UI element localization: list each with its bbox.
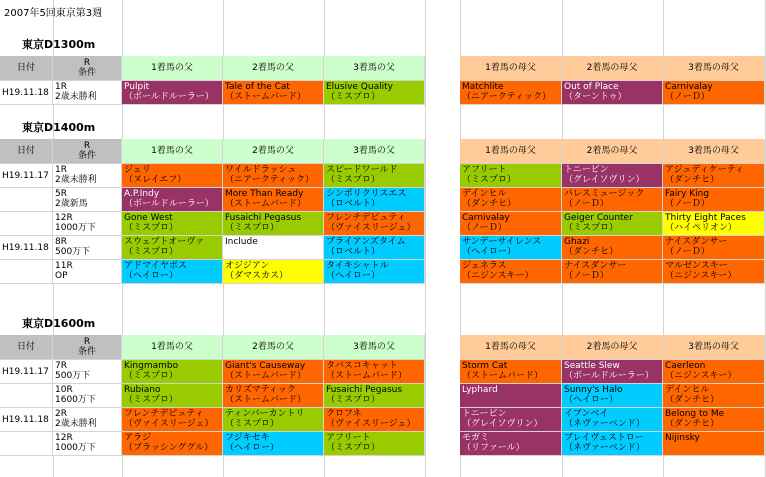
horse-name: マルゼンスキー [665,261,728,271]
race-row [0,212,766,236]
race-number[interactable] [53,360,122,384]
sire-cell[interactable] [324,188,425,212]
horse-line: （ミスプロ） [326,175,381,185]
header-damsire-1[interactable]: 1着馬の母父 [460,56,562,81]
damsire-cell[interactable] [562,432,663,456]
header-sire-3[interactable]: 3着馬の父 [324,335,425,360]
sire-cell[interactable] [223,81,324,105]
race-date[interactable] [0,212,53,236]
sire-cell[interactable] [324,164,425,188]
horse-name: Pulpit [124,82,150,92]
horse-line: （ミスプロ） [225,419,280,429]
sire-cell[interactable] [122,236,223,260]
race-r: 12R [55,213,73,223]
race-r: 11R [55,261,73,271]
horse-name: ブレイヴェストロー [564,433,644,443]
header-damsire-3[interactable]: 3着馬の母父 [663,56,765,81]
horse-line: （ミスプロ） [124,371,179,381]
horse-line: （ダンチヒ） [564,247,619,257]
horse-line: （ブラッシンググル） [124,443,214,453]
horse-name: カリズマティック [225,385,296,395]
damsire-cell[interactable] [663,212,765,236]
sire-cell[interactable] [223,236,324,260]
header-sire-1[interactable]: 1着馬の父 [122,56,223,81]
damsire-cell[interactable] [663,260,765,284]
header-race-cond: 条件 [77,347,96,357]
horse-name: アジュディケーティ [665,165,745,175]
horse-line: （ネヴァーベンド） [564,419,645,429]
header-date[interactable]: 日付 [0,139,53,164]
horse-line: （ヌレイエフ） [124,175,187,185]
horse-name: Geiger Counter [564,213,633,223]
horse-line: （ミスプロ） [462,175,517,185]
header-date[interactable]: 日付 [0,56,53,81]
horse-line: （ヘイロー） [225,443,280,453]
horse-line: （ノーＤ） [564,199,609,209]
horse-name: ワイルドラッシュ [225,165,297,175]
horse-name: Carnivalay [462,213,510,223]
race-date[interactable]: H19.11.18 [0,408,53,432]
horse-name: イブンベイ [564,409,609,419]
horse-line: （ボールドルーラー） [124,199,214,209]
horse-line: （ダンチヒ） [665,419,720,429]
header-race-cond: 条件 [77,151,96,161]
horse-line: （ストームバード） [225,92,307,102]
horse-name: Rubiano [124,385,161,395]
race-date[interactable] [0,384,53,408]
race-cond: 500万下 [55,371,91,381]
header-damsire-2[interactable]: 2着馬の母父 [562,335,663,360]
horse-name: アラジ [124,433,152,443]
damsire-cell[interactable] [663,188,765,212]
horse-name: スウェプトオーヴァ [124,237,205,247]
horse-line: （ヘイロー） [326,271,381,281]
horse-name: オジジアン [225,261,270,271]
damsire-cell[interactable] [460,212,562,236]
sire-cell[interactable] [223,360,324,384]
race-row [0,384,766,408]
damsire-cell[interactable] [562,384,663,408]
sire-cell[interactable] [122,384,223,408]
horse-line: （リファール） [462,443,525,453]
sire-cell[interactable] [324,236,425,260]
horse-name: タイキシャトル [326,261,389,271]
damsire-cell[interactable] [562,236,663,260]
damsire-cell[interactable] [562,260,663,284]
race-row [0,164,766,188]
horse-line: （ボールドルーラー） [124,92,214,102]
horse-line: （ノーＤ） [665,92,710,102]
horse-name: Tale of the Cat [225,82,290,92]
horse-line: （ミスプロ） [326,443,381,453]
sire-cell[interactable] [223,432,324,456]
damsire-cell[interactable] [663,81,765,105]
sire-cell[interactable] [223,212,324,236]
horse-line: （ノーＤ） [665,199,710,209]
race-date[interactable]: H19.11.18 [0,81,53,105]
race-r: 5R [55,189,67,199]
horse-name: Fusaichi Pegasus [225,213,302,223]
horse-line: （ニアークティック） [462,92,552,102]
horse-line: （グレイソヴリン） [564,175,645,185]
header-row [0,56,766,81]
sire-cell[interactable] [324,360,425,384]
horse-line: （ストームバード） [225,199,307,209]
damsire-cell[interactable] [663,408,765,432]
damsire-cell[interactable] [460,236,562,260]
horse-line: （ヴァイスリージェ） [326,419,416,429]
horse-line: （ノーＤ） [665,247,710,257]
horse-name: Carnivalay [665,82,713,92]
horse-name: Storm Cat [462,361,508,371]
sire-cell[interactable] [122,188,223,212]
horse-line: （ミスプロ） [564,223,619,233]
damsire-cell[interactable] [562,81,663,105]
horse-name: Gone West [124,213,173,223]
horse-line: （ニジンスキー） [665,371,737,381]
horse-name: フジキセキ [225,433,270,443]
horse-name: Ghazi [564,237,590,247]
section-title: 東京D1300m [22,38,96,51]
horse-name: ジェネラス [462,261,507,271]
horse-line: （ミスプロ） [124,247,179,257]
header-race-r: R [83,141,91,151]
race-date[interactable] [0,260,53,284]
header-sire-2[interactable]: 2着馬の父 [223,335,324,360]
race-cond: 1000万下 [55,443,96,453]
damsire-cell[interactable] [562,360,663,384]
sire-cell[interactable] [122,81,223,105]
horse-name: Out of Place [564,82,619,92]
page-title: 2007年5回東京第3週 [4,8,103,19]
damsire-cell[interactable] [460,384,562,408]
damsire-cell[interactable] [460,81,562,105]
sire-cell[interactable] [324,212,425,236]
race-date[interactable]: H19.11.17 [0,360,53,384]
horse-line: （ダマスカス） [225,271,289,281]
race-date[interactable] [0,432,53,456]
horse-line: （ストームバード） [462,371,544,381]
horse-line: （ノーＤ） [462,223,507,233]
race-r: 1R [55,165,67,175]
horse-line: （ストームバード） [225,395,307,405]
horse-name: Kingmambo [124,361,179,371]
header-sire-3[interactable]: 3着馬の父 [324,56,425,81]
damsire-cell[interactable] [663,164,765,188]
horse-line: （ターントゥ） [564,92,627,102]
horse-name: ナイスダンサー [564,261,627,271]
horse-name: ティンバーカントリ [225,409,305,419]
horse-name: フレンチデピュティ [124,409,204,419]
race-number[interactable] [53,81,122,105]
section-title: 東京D1600m [22,317,96,330]
horse-name: タバスコキャット [326,361,398,371]
horse-name: アドマイヤボス [124,261,187,271]
horse-line: （ヴァイスリージェ） [326,223,416,233]
title-row [0,0,766,20]
horse-name: スピードワールド [326,165,398,175]
horse-name: Sunny's Halo [564,385,623,395]
race-number[interactable] [53,408,122,432]
horse-line: （ヘイロー） [124,271,179,281]
race-cond: 500万下 [55,247,91,257]
sire-cell[interactable] [122,212,223,236]
race-r: 12R [55,433,73,443]
horse-name: シンボリクリスエス [326,189,407,199]
horse-name: Include [225,237,258,247]
horse-name: Nijinsky [665,433,700,443]
sire-cell[interactable] [324,408,425,432]
horse-line: （ニジンスキー） [462,271,534,281]
horse-name: Elusive Quality [326,82,393,92]
race-cond: 1000万下 [55,223,96,233]
damsire-cell[interactable] [663,432,765,456]
header-race[interactable] [53,56,122,81]
sire-cell[interactable] [122,360,223,384]
horse-name: Seattle Slew [564,361,620,371]
header-sire-1[interactable]: 1着馬の父 [122,139,223,164]
header-row [0,335,766,360]
horse-name: デインヒル [665,385,710,395]
header-sire-1[interactable]: 1着馬の父 [122,335,223,360]
horse-name: フレンチデピュティ [326,213,406,223]
horse-line: （ダンチヒ） [665,395,720,405]
horse-line: （ダンチヒ） [665,175,720,185]
damsire-cell[interactable] [460,432,562,456]
sire-cell[interactable] [324,81,425,105]
sire-cell[interactable] [223,260,324,284]
horse-name: サンデーサイレンス [462,237,542,247]
horse-line: （ストームバード） [326,371,408,381]
race-r: 8R [55,237,67,247]
header-damsire-2[interactable]: 2着馬の母父 [562,56,663,81]
horse-name: Fairy King [665,189,710,199]
sire-cell[interactable] [122,408,223,432]
horse-name: ジェリ [124,165,151,175]
sire-cell[interactable] [324,432,425,456]
damsire-cell[interactable] [460,360,562,384]
horse-name: デインヒル [462,189,507,199]
sire-cell[interactable] [122,164,223,188]
header-sire-3[interactable]: 3着馬の父 [324,139,425,164]
sire-cell[interactable] [324,384,425,408]
horse-name: More Than Ready [225,189,304,199]
race-row [0,81,766,105]
race-cond: 2歳未勝利 [55,92,97,102]
horse-name: Giant's Causeway [225,361,306,371]
horse-line: （ニジンスキー） [665,271,737,281]
header-row [0,139,766,164]
sire-cell[interactable] [122,432,223,456]
horse-line: （グレイソヴリン） [462,419,543,429]
horse-line: （ミスプロ） [326,395,381,405]
horse-name: Thirty Eight Paces [665,213,746,223]
horse-name: アフリート [326,433,371,443]
header-race[interactable] [53,335,122,360]
damsire-cell[interactable] [460,260,562,284]
horse-name: トニービン [564,165,609,175]
horse-line: （ミスプロ） [124,223,179,233]
race-r: 2R [55,409,67,419]
race-row [0,408,766,432]
horse-line: （ミスプロ） [326,92,381,102]
header-date[interactable]: 日付 [0,335,53,360]
race-date[interactable]: H19.11.18 [0,236,53,260]
horse-name: アフリート [462,165,507,175]
sire-cell[interactable] [223,188,324,212]
horse-name: Caerleon [665,361,706,371]
horse-name: ブライアンズタイム [326,237,406,247]
horse-name: トニービン [462,409,507,419]
header-damsire-2[interactable]: 2着馬の母父 [562,139,663,164]
race-r: 1R [55,82,67,92]
header-sire-2[interactable]: 2着馬の父 [223,139,324,164]
race-row [0,236,766,260]
horse-name: ナイスダンサー [665,237,728,247]
header-sire-2[interactable]: 2着馬の父 [223,56,324,81]
race-row [0,260,766,284]
horse-line: （ハイペリオン） [665,223,737,233]
horse-line: （ダンチヒ） [462,199,517,209]
horse-line: （ロベルト） [326,199,381,209]
race-cond: 2歳未勝利 [55,175,97,185]
race-cond: 1600万下 [55,395,96,405]
horse-name: A.P.Indy [124,189,160,199]
header-race-r: R [83,337,91,347]
race-number[interactable] [53,236,122,260]
race-cond: OP [55,271,68,281]
header-race-r: R [83,58,91,68]
race-cond: 2歳未勝利 [55,419,97,429]
horse-line: （ミスプロ） [225,223,280,233]
race-row [0,188,766,212]
race-row [0,360,766,384]
horse-name: モガミ [462,433,490,443]
horse-line: （ヘイロー） [564,395,619,405]
horse-name: Matchlite [462,82,504,92]
damsire-cell[interactable] [460,164,562,188]
sire-cell[interactable] [223,384,324,408]
damsire-cell[interactable] [663,384,765,408]
horse-line: （ネヴァーベンド） [564,443,645,453]
race-number[interactable] [53,260,122,284]
horse-line: （ノーＤ） [564,271,609,281]
header-race-cond: 条件 [77,68,96,78]
horse-line: （ミスプロ） [124,395,179,405]
sire-cell[interactable] [223,408,324,432]
race-row [0,432,766,456]
damsire-cell[interactable] [663,360,765,384]
horse-line: （ヘイロー） [462,247,517,257]
race-date[interactable]: H19.11.17 [0,164,53,188]
horse-name: パレスミュージック [564,189,645,199]
race-number[interactable] [53,188,122,212]
damsire-cell[interactable] [460,408,562,432]
header-damsire-1[interactable]: 1着馬の母父 [460,335,562,360]
horse-name: Fusaichi Pegasus [326,385,403,395]
race-number[interactable] [53,212,122,236]
race-cond: 2歳新馬 [55,199,88,209]
header-damsire-3[interactable]: 3着馬の母父 [663,335,765,360]
sire-cell[interactable] [223,164,324,188]
race-r: 7R [55,361,67,371]
horse-name: Lyphard [462,385,498,395]
damsire-cell[interactable] [460,188,562,212]
horse-line: （ボールドルーラー） [564,371,654,381]
damsire-cell[interactable] [663,236,765,260]
race-date[interactable] [0,188,53,212]
sire-cell[interactable] [122,260,223,284]
damsire-cell[interactable] [562,212,663,236]
damsire-cell[interactable] [562,188,663,212]
sire-cell[interactable] [324,260,425,284]
horse-name: Belong to Me [665,409,725,419]
race-number[interactable] [53,384,122,408]
damsire-cell[interactable] [562,408,663,432]
horse-line: （ストームバード） [225,371,307,381]
horse-line: （ヴァイスリージェ） [124,419,214,429]
race-r: 10R [55,385,73,395]
header-damsire-1[interactable]: 1着馬の母父 [460,139,562,164]
damsire-cell[interactable] [562,164,663,188]
horse-name: クロフネ [326,409,362,419]
race-number[interactable] [53,432,122,456]
race-number[interactable] [53,164,122,188]
header-race[interactable] [53,139,122,164]
header-damsire-3[interactable]: 3着馬の母父 [663,139,765,164]
horse-line: （ロベルト） [326,247,381,257]
section-title: 東京D1400m [22,121,96,134]
horse-line: （ニアークティック） [225,175,315,185]
